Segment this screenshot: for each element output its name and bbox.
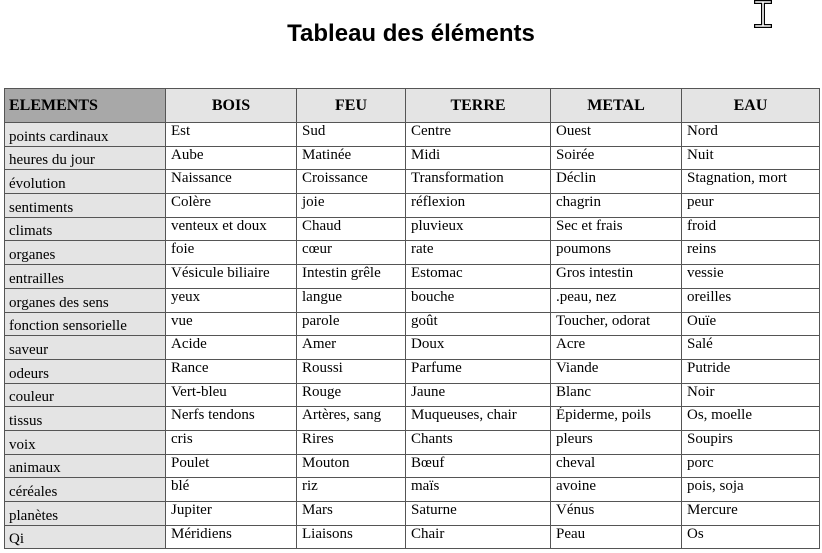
table-cell: cœur bbox=[297, 241, 406, 265]
column-header: METAL bbox=[551, 89, 682, 123]
table-row bbox=[5, 407, 820, 431]
table-cell: Chair bbox=[406, 525, 551, 549]
table-header-row bbox=[5, 89, 820, 123]
table-cell: Midi bbox=[406, 146, 551, 170]
table-cell: Chants bbox=[406, 430, 551, 454]
column-header: BOIS bbox=[166, 89, 297, 123]
table-cell: Estomac bbox=[406, 265, 551, 289]
table-cell: Liaisons bbox=[297, 525, 406, 549]
table-row bbox=[5, 336, 820, 360]
row-header: planètes bbox=[5, 502, 166, 526]
table-cell: Putride bbox=[682, 359, 820, 383]
column-header: TERRE bbox=[406, 89, 551, 123]
table-cell: Déclin bbox=[551, 170, 682, 194]
table-cell: cris bbox=[166, 430, 297, 454]
table-row bbox=[5, 241, 820, 265]
table-cell: Os bbox=[682, 525, 820, 549]
table-cell: Rouge bbox=[297, 383, 406, 407]
row-header: points cardinaux bbox=[5, 123, 166, 147]
row-header: entrailles bbox=[5, 265, 166, 289]
text-cursor-icon bbox=[752, 0, 774, 30]
row-header: couleur bbox=[5, 383, 166, 407]
table-cell: Nord bbox=[682, 123, 820, 147]
table-cell: goût bbox=[406, 312, 551, 336]
table-cell: Vésicule biliaire bbox=[166, 265, 297, 289]
table-cell: bouche bbox=[406, 288, 551, 312]
table-cell: Viande bbox=[551, 359, 682, 383]
table-cell: Blanc bbox=[551, 383, 682, 407]
table-cell: vue bbox=[166, 312, 297, 336]
table-cell: pleurs bbox=[551, 430, 682, 454]
table-cell: Croissance bbox=[297, 170, 406, 194]
row-header: animaux bbox=[5, 454, 166, 478]
table-cell: Aube bbox=[166, 146, 297, 170]
page-title: Tableau des éléments bbox=[287, 20, 535, 47]
table-cell: Méridiens bbox=[166, 525, 297, 549]
table-cell: rate bbox=[406, 241, 551, 265]
row-header: voix bbox=[5, 430, 166, 454]
table-cell: venteux et doux bbox=[166, 217, 297, 241]
table-row bbox=[5, 525, 820, 549]
table-row bbox=[5, 430, 820, 454]
row-header: fonction sensorielle bbox=[5, 312, 166, 336]
table-cell: langue bbox=[297, 288, 406, 312]
table-cell: riz bbox=[297, 478, 406, 502]
table-cell: Jaune bbox=[406, 383, 551, 407]
row-header: Qi bbox=[5, 525, 166, 549]
table-cell: Ouïe bbox=[682, 312, 820, 336]
table-cell: Acre bbox=[551, 336, 682, 360]
table-cell: Vénus bbox=[551, 502, 682, 526]
table-cell: Sec et frais bbox=[551, 217, 682, 241]
table-row bbox=[5, 383, 820, 407]
table-cell: Toucher, odorat bbox=[551, 312, 682, 336]
row-header: organes des sens bbox=[5, 288, 166, 312]
row-header: heures du jour bbox=[5, 146, 166, 170]
table-row bbox=[5, 478, 820, 502]
table-cell: Os, moelle bbox=[682, 407, 820, 431]
table-cell: Transformation bbox=[406, 170, 551, 194]
table-cell: Noir bbox=[682, 383, 820, 407]
table-cell: maïs bbox=[406, 478, 551, 502]
table-cell: Mercure bbox=[682, 502, 820, 526]
row-header: saveur bbox=[5, 336, 166, 360]
table-row bbox=[5, 265, 820, 289]
table-cell: peur bbox=[682, 194, 820, 218]
table-row bbox=[5, 359, 820, 383]
table-cell: Amer bbox=[297, 336, 406, 360]
table-cell: Soupirs bbox=[682, 430, 820, 454]
table-cell: Artères, sang bbox=[297, 407, 406, 431]
table-corner-header: ELEMENTS bbox=[5, 89, 166, 123]
table-cell: parole bbox=[297, 312, 406, 336]
elements-table bbox=[4, 88, 820, 549]
table-cell: yeux bbox=[166, 288, 297, 312]
table-cell: foie bbox=[166, 241, 297, 265]
table-cell: .peau, nez bbox=[551, 288, 682, 312]
table-cell: joie bbox=[297, 194, 406, 218]
column-header: EAU bbox=[682, 89, 820, 123]
table-cell: Ouest bbox=[551, 123, 682, 147]
table-cell: Est bbox=[166, 123, 297, 147]
table-cell: Poulet bbox=[166, 454, 297, 478]
row-header: climats bbox=[5, 217, 166, 241]
table-cell: Rance bbox=[166, 359, 297, 383]
row-header: tissus bbox=[5, 407, 166, 431]
table-cell: Centre bbox=[406, 123, 551, 147]
table-cell: vessie bbox=[682, 265, 820, 289]
table-cell: Peau bbox=[551, 525, 682, 549]
table-cell: Épiderme, poils bbox=[551, 407, 682, 431]
table-cell: Sud bbox=[297, 123, 406, 147]
table-cell: Parfume bbox=[406, 359, 551, 383]
table-cell: Matinée bbox=[297, 146, 406, 170]
table-row bbox=[5, 217, 820, 241]
table-row bbox=[5, 454, 820, 478]
table-cell: cheval bbox=[551, 454, 682, 478]
row-header: organes bbox=[5, 241, 166, 265]
table-cell: Gros intestin bbox=[551, 265, 682, 289]
table-cell: avoine bbox=[551, 478, 682, 502]
table-row bbox=[5, 146, 820, 170]
table-cell: Colère bbox=[166, 194, 297, 218]
table-cell: Vert-bleu bbox=[166, 383, 297, 407]
table-cell: porc bbox=[682, 454, 820, 478]
table-cell: Nerfs tendons bbox=[166, 407, 297, 431]
table-row bbox=[5, 288, 820, 312]
table-cell: chagrin bbox=[551, 194, 682, 218]
table-cell: Nuit bbox=[682, 146, 820, 170]
table-cell: froid bbox=[682, 217, 820, 241]
row-header: sentiments bbox=[5, 194, 166, 218]
table-row bbox=[5, 502, 820, 526]
table-cell: Roussi bbox=[297, 359, 406, 383]
table-row bbox=[5, 312, 820, 336]
table-row bbox=[5, 123, 820, 147]
table-cell: Mars bbox=[297, 502, 406, 526]
table-cell: Bœuf bbox=[406, 454, 551, 478]
table-cell: Mouton bbox=[297, 454, 406, 478]
table-cell: pluvieux bbox=[406, 217, 551, 241]
row-header: céréales bbox=[5, 478, 166, 502]
table-cell: oreilles bbox=[682, 288, 820, 312]
column-header: FEU bbox=[297, 89, 406, 123]
table-cell: Acide bbox=[166, 336, 297, 360]
table-cell: réflexion bbox=[406, 194, 551, 218]
table-cell: Rires bbox=[297, 430, 406, 454]
table-cell: Intestin grêle bbox=[297, 265, 406, 289]
row-header: odeurs bbox=[5, 359, 166, 383]
table-cell: Muqueuses, chair bbox=[406, 407, 551, 431]
table-cell: reins bbox=[682, 241, 820, 265]
table-cell: Salé bbox=[682, 336, 820, 360]
table-cell: Naissance bbox=[166, 170, 297, 194]
table-cell: pois, soja bbox=[682, 478, 820, 502]
table-cell: Chaud bbox=[297, 217, 406, 241]
table-row bbox=[5, 170, 820, 194]
table-cell: blé bbox=[166, 478, 297, 502]
table-cell: Stagnation, mort bbox=[682, 170, 820, 194]
table-cell: Jupiter bbox=[166, 502, 297, 526]
table-row bbox=[5, 194, 820, 218]
table-cell: Soirée bbox=[551, 146, 682, 170]
row-header: évolution bbox=[5, 170, 166, 194]
table-cell: Saturne bbox=[406, 502, 551, 526]
table-cell: poumons bbox=[551, 241, 682, 265]
table-cell: Doux bbox=[406, 336, 551, 360]
